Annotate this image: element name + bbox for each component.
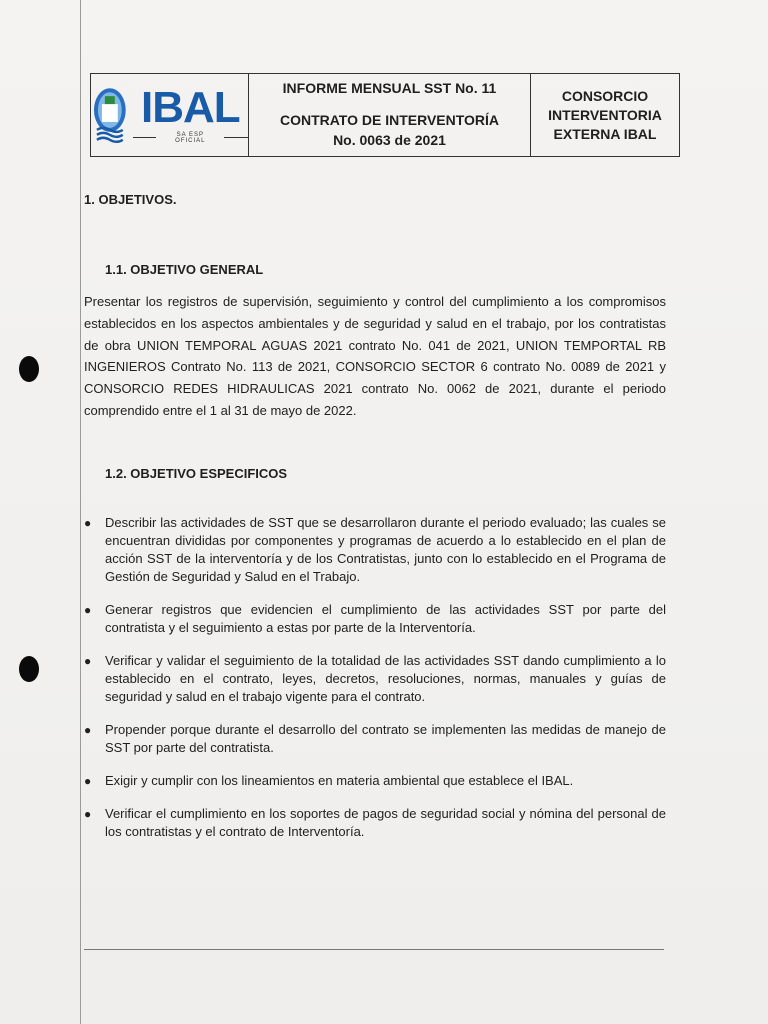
report-title: INFORME MENSUAL SST No. 11: [282, 80, 497, 96]
list-item: ● Describir las actividades de SST que se desarrollaron durante el periodo evaluado; las cuales se encuentran divididas por componentes y programas de acuerdo a lo establecido en el plan de acción SST de la interventoría y de los Contratistas, junto con lo establecido en el Programa de Gestión de Seguridad y Salud en el Trabajo.: [84, 515, 666, 584]
footer-divider: [84, 949, 664, 950]
list-item: ● Propender porque durante el desarrollo del contrato se implementen las medidas de manejo de SST por parte del contratista.: [84, 722, 666, 755]
ibal-logo: [91, 83, 248, 144]
ibal-emblem-icon: [91, 86, 129, 144]
header-title-cell: [249, 74, 531, 156]
section-heading-objetivos-especificos: 1.2. OBJETIVO ESPECIFICOS: [105, 466, 288, 481]
header-consortium-cell: [531, 74, 679, 156]
bullet-icon: ●: [84, 807, 92, 821]
document-header: [90, 73, 680, 157]
specific-objectives-list: [84, 514, 666, 841]
logo-text: IBAL: [141, 83, 240, 132]
bullet-icon: ●: [84, 723, 92, 737]
consortium-name: CONSORCIO INTERVENTORIA EXTERNA IBAL: [548, 87, 662, 142]
punch-hole-bottom: [19, 656, 39, 682]
bullet-icon: ●: [84, 774, 92, 788]
header-logo-cell: [91, 74, 249, 156]
general-objective-paragraph: Presentar los registros de supervisión, seguimiento y control del cumplimiento a los compromisos establecidos en los aspectos ambientales y de seguridad y salud en el trabajo, por los contratistas de obra UNION TEMPORAL AGUAS 2021 contrato No. 041 de 2021, UNION TEMPORTAL RB INGENIEROS Contrato No. 113 de 2021, CONSORCIO SECTOR 6 contrato No. 0089 de 2021 y CONSORCIO REDES HIDRAULICAS 2021 contrato No. 0062 de 2021, durante el periodo comprendido entre el 1 al 31 de mayo de 2022.: [84, 294, 666, 418]
logo-subtitle: SA ESP OFICIAL: [175, 132, 206, 144]
list-item: ● Generar registros que evidencien el cumplimiento de las actividades SST por parte del contratista y el seguimiento a estas por parte de la Interventoría.: [84, 602, 666, 635]
margin-line: [80, 0, 81, 1024]
bullet-icon: ●: [84, 654, 92, 668]
section-heading-objetivos: 1. OBJETIVOS.: [84, 192, 177, 207]
list-item: ● Verificar y validar el seguimiento de la totalidad de las actividades SST dando cumplimiento a lo establecido en el contrato, leyes, decretos, resoluciones, normas, manuales y guías de seguridad y salud en el trabajo vigente para el contrato.: [84, 653, 666, 704]
list-item: ● Exigir y cumplir con los lineamientos en materia ambiental que establece el IBAL.: [84, 773, 574, 788]
section-heading-objetivo-general: 1.1. OBJETIVO GENERAL: [105, 262, 264, 277]
list-item: ● Verificar el cumplimiento en los soportes de pagos de seguridad social y nómina del personal de los contratistas y el contrato de Interventoría.: [84, 806, 666, 839]
contract-title: CONTRATO DE INTERVENTORÍA No. 0063 de 2021: [279, 112, 500, 148]
bullet-icon: ●: [84, 516, 92, 530]
punch-hole-top: [19, 356, 39, 382]
bullet-icon: ●: [84, 603, 92, 617]
